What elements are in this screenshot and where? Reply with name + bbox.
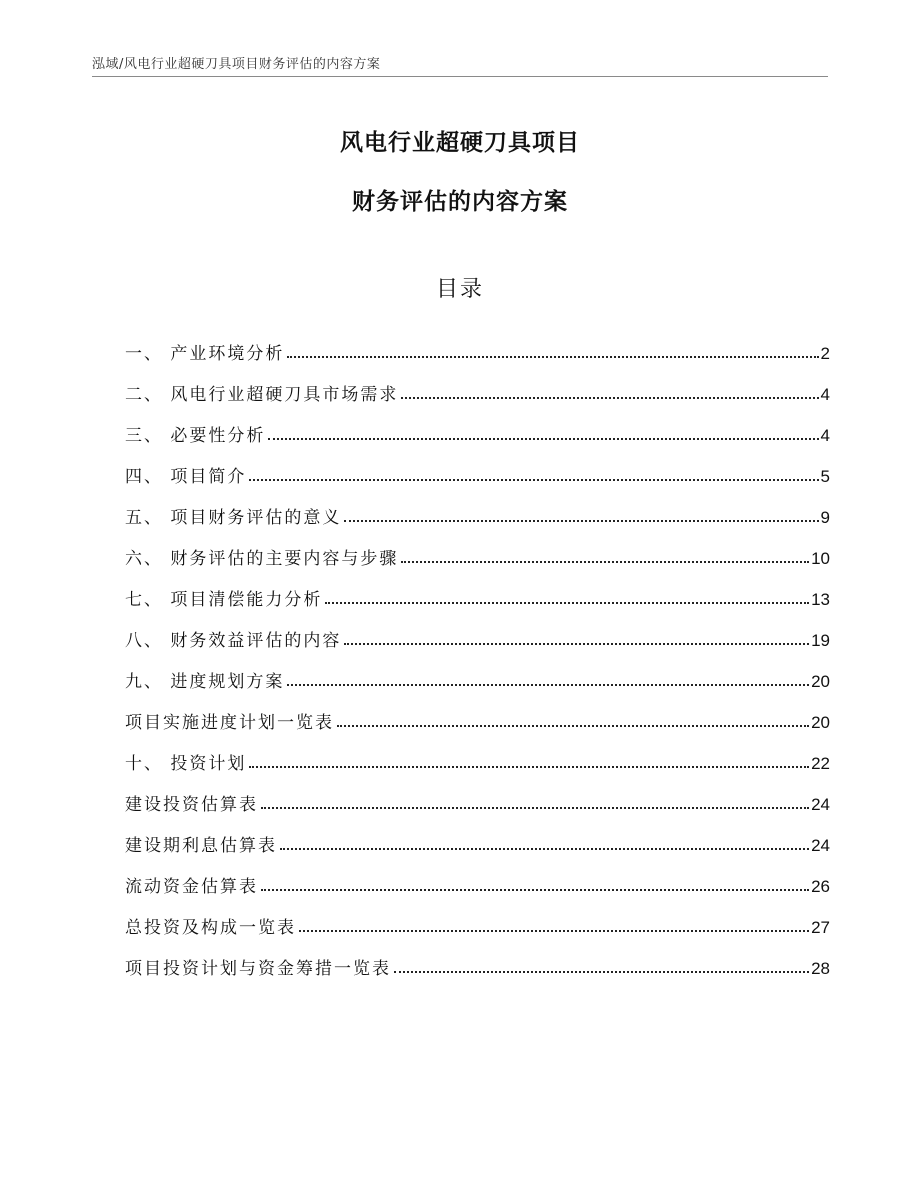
toc-entry-label: 八、 财务效益评估的内容 — [125, 631, 342, 651]
toc-entry-page: 24 — [811, 795, 830, 814]
toc-entry-label: 二、 风电行业超硬刀具市场需求 — [125, 385, 399, 405]
toc-leader-dots — [287, 683, 809, 686]
toc-entry-schedule-plan[interactable] — [125, 651, 830, 692]
toc-entry-page: 27 — [811, 918, 830, 937]
toc-entry-label: 流动资金估算表 — [125, 877, 258, 897]
toc-entry-label: 四、 项目简介 — [125, 467, 247, 487]
document-title-line-1: 风电行业超硬刀具项目 — [340, 130, 580, 156]
document-title-line-2: 财务评估的内容方案 — [352, 189, 568, 215]
toc-entry-evaluation-steps[interactable] — [125, 528, 830, 569]
toc-entry-market-demand[interactable] — [125, 364, 830, 405]
toc-entry-label: 一、 产业环境分析 — [125, 344, 285, 364]
toc-entry-label: 三、 必要性分析 — [125, 426, 266, 446]
toc-entry-industry-environment[interactable] — [125, 323, 830, 364]
toc-heading: 目录 — [435, 277, 484, 302]
toc-entry-label: 建设期利息估算表 — [125, 836, 277, 856]
toc-leader-dots — [249, 478, 818, 481]
toc-entry-page: 10 — [811, 549, 830, 568]
toc-entry-schedule-table[interactable] — [125, 692, 830, 733]
toc-entry-label: 建设投资估算表 — [125, 795, 258, 815]
toc-entry-page: 4 — [820, 426, 830, 445]
toc-entry-page: 5 — [820, 467, 830, 486]
header-divider — [92, 76, 828, 77]
toc-entry-solvency-analysis[interactable] — [125, 569, 830, 610]
toc-entry-financial-benefit[interactable] — [125, 610, 830, 651]
toc-leader-dots — [401, 560, 809, 563]
toc-entry-project-overview[interactable] — [125, 446, 830, 487]
toc-entry-page: 26 — [811, 877, 830, 896]
toc-entry-page: 24 — [811, 836, 830, 855]
toc-entry-label: 七、 项目清偿能力分析 — [125, 590, 323, 610]
toc-entry-label: 六、 财务评估的主要内容与步骤 — [125, 549, 399, 569]
toc-entry-page: 22 — [811, 754, 830, 773]
toc-entry-page: 20 — [811, 672, 830, 691]
toc-leader-dots — [249, 765, 809, 768]
toc-entry-investment-plan[interactable] — [125, 733, 830, 774]
toc-leader-dots — [344, 519, 818, 522]
toc-entry-necessity[interactable] — [125, 405, 830, 446]
toc-leader-dots — [280, 847, 809, 850]
toc-leader-dots — [261, 806, 809, 809]
toc-entry-label: 项目投资计划与资金筹措一览表 — [125, 959, 391, 979]
running-header: 泓域/风电行业超硬刀具项目财务评估的内容方案 — [92, 57, 381, 72]
toc-leader-dots — [287, 355, 818, 358]
toc-entry-label: 五、 项目财务评估的意义 — [125, 508, 342, 528]
toc-entry-page: 13 — [811, 590, 830, 609]
toc-entry-page: 4 — [820, 385, 830, 404]
toc-leader-dots — [268, 437, 818, 440]
toc-entry-working-capital-table[interactable] — [125, 856, 830, 897]
toc-entry-construction-investment-table[interactable] — [125, 774, 830, 815]
toc-entry-label: 总投资及构成一览表 — [125, 918, 296, 938]
toc-leader-dots — [394, 970, 809, 973]
table-of-contents — [125, 323, 830, 979]
toc-entry-evaluation-significance[interactable] — [125, 487, 830, 528]
toc-leader-dots — [337, 724, 809, 727]
toc-entry-label: 项目实施进度计划一览表 — [125, 713, 334, 733]
toc-leader-dots — [299, 929, 809, 932]
toc-entry-page: 9 — [820, 508, 830, 527]
toc-entry-page: 2 — [820, 344, 830, 363]
toc-leader-dots — [325, 601, 809, 604]
toc-leader-dots — [261, 888, 809, 891]
toc-entry-page: 28 — [811, 959, 830, 978]
toc-leader-dots — [344, 642, 809, 645]
toc-entry-label: 十、 投资计划 — [125, 754, 247, 774]
toc-entry-financing-table[interactable] — [125, 938, 830, 979]
toc-entry-page: 20 — [811, 713, 830, 732]
toc-entry-label: 九、 进度规划方案 — [125, 672, 285, 692]
toc-entry-interest-table[interactable] — [125, 815, 830, 856]
toc-entry-total-investment-table[interactable] — [125, 897, 830, 938]
toc-entry-page: 19 — [811, 631, 830, 650]
toc-leader-dots — [401, 396, 818, 399]
